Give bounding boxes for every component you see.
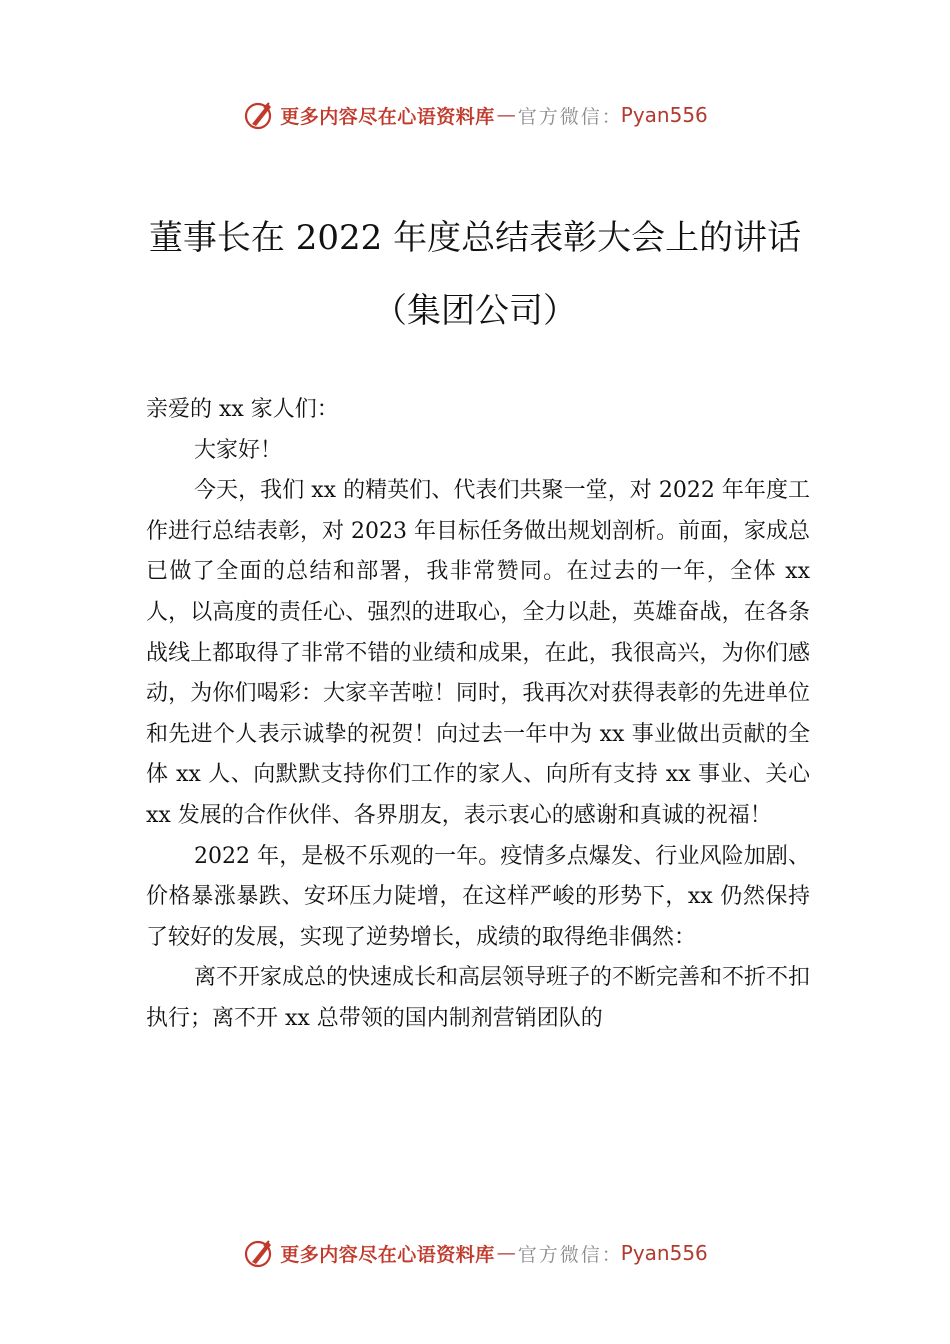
paragraph: 离不开家成总的快速成长和高层领导班子的不断完善和不折不扣执行；离不开 xx 总带领的国内制剂营销团队的	[146, 965, 811, 1031]
watermark-separator: —	[496, 1242, 516, 1264]
watermark-colon: ：	[601, 1243, 621, 1266]
paragraph: 大家好！	[194, 437, 283, 463]
watermark-main-text: 更多内容尽在心语资料库	[280, 1243, 495, 1266]
watermark-account: Pyan556	[620, 1241, 708, 1265]
watermark-label: 官方微信	[517, 105, 602, 128]
footer-watermark	[0, 1233, 950, 1273]
document-body	[146, 390, 810, 1040]
header-watermark	[0, 95, 950, 135]
watermark-label: 官方微信	[517, 1243, 602, 1266]
salutation: 亲爱的 xx 家人们：	[146, 397, 339, 422]
document-title: 董事长在 2022 年度总结表彰大会上的讲话	[148, 218, 802, 258]
paragraph: 2022 年，是极不乐观的一年。疫情多点爆发、行业风险加剧、价格暴涨暴跌、安环压力陡增，在这样严峻的形势下，xx 仍然保持了较好的发展，实现了逆势增长，成绩的取得绝非偶然：	[146, 843, 810, 950]
watermark-colon: ：	[601, 105, 621, 128]
quill-pen-logo-icon	[242, 98, 276, 132]
watermark-account: Pyan556	[620, 103, 708, 127]
paragraph: 今天，我们 xx 的精英们、代表们共聚一堂，对 2022 年年度工作进行总结表彰，对 2023 年目标任务做出规划剖析。前面，家成总已做了全面的总结和部署，我非常赞同。在过去的一年，全体 xx 人，以高度的责任心、强烈的进取心，全力以赴，英雄奋战，在各条战线上都取得了非常不错的业绩和成果，在此，我很高兴，为你们感动，为你们喝彩：大家辛苦啦！同时，我再次对获得表彰的先进单位和先进个人表示诚挚的祝贺！向过去一年中为 xx 事业做出贡献的全体 xx 人、向默默支持你们工作的家人、向所有支持 xx 事业、关心 xx 发展的合作伙伴、各界朋友，表示衷心的感谢和真诚的祝福！	[146, 478, 810, 828]
watermark-main-text: 更多内容尽在心语资料库	[280, 105, 495, 128]
watermark-separator: —	[496, 104, 516, 126]
quill-pen-logo-icon	[242, 1236, 276, 1270]
document-subtitle: （集团公司）	[373, 291, 577, 331]
